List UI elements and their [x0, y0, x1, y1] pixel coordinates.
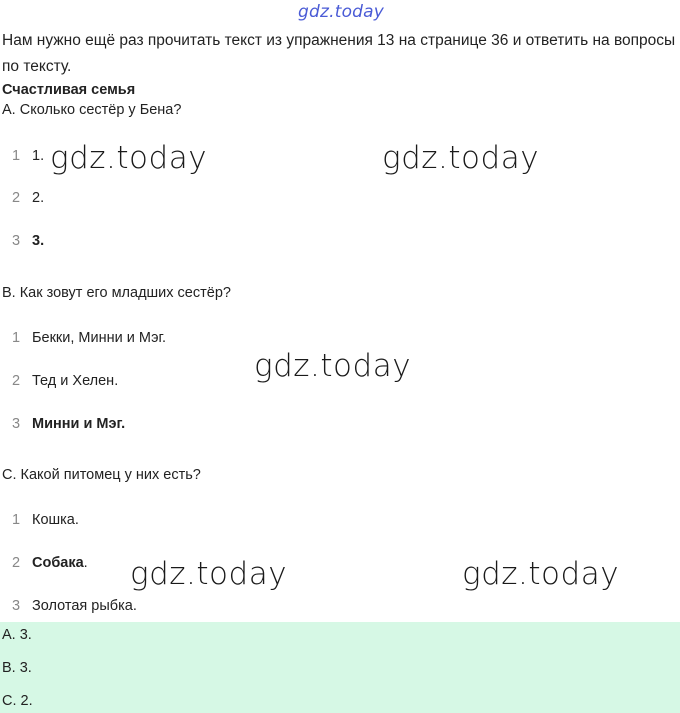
- option-number: 1: [12, 148, 21, 164]
- correct-option-text: [32, 555, 88, 571]
- correct-option-bold: Собака: [32, 555, 84, 571]
- option-text: Кошка.: [32, 512, 79, 528]
- option-number: 2: [12, 190, 21, 206]
- option-number: 2: [12, 555, 21, 571]
- watermark: gdz.today: [462, 556, 620, 592]
- option-text: 1.: [32, 148, 45, 164]
- answers-block: [0, 622, 680, 713]
- option-number: 3: [12, 416, 21, 432]
- option-text: 2.: [32, 190, 45, 206]
- option-number: 2: [12, 373, 21, 389]
- option-punctuation: .: [83, 555, 88, 571]
- option-number: 3: [12, 233, 21, 249]
- answer-a: A. 3.: [2, 627, 32, 643]
- task-instructions: Нам нужно ещё раз прочитать текст из упражнения 13 на странице 36 и ответить на вопросы по тексту.: [2, 32, 676, 75]
- option-number: 1: [12, 330, 21, 346]
- answer-c: C. 2.: [2, 693, 33, 709]
- watermark: gdz.today: [254, 348, 412, 384]
- option-text: Золотая рыбка.: [32, 598, 137, 614]
- correct-option-text: Минни и Мэг.: [32, 416, 126, 432]
- question-a: A. Сколько сестёр у Бена?: [2, 102, 182, 118]
- answer-b: B. 3.: [2, 660, 32, 676]
- option-number: 1: [12, 512, 21, 528]
- site-logo[interactable]: gdz.today: [298, 2, 385, 22]
- watermark: gdz.today: [382, 140, 540, 176]
- option-number: 3: [12, 598, 21, 614]
- watermark: gdz.today: [130, 556, 288, 592]
- watermark: gdz.today: [50, 140, 208, 176]
- text-title: Счастливая семья: [2, 82, 136, 98]
- correct-option-text: 3.: [32, 233, 45, 249]
- option-text: Бекки, Минни и Мэг.: [32, 330, 167, 346]
- question-c: C. Какой питомец у них есть?: [2, 467, 201, 483]
- option-text: Тед и Хелен.: [32, 373, 119, 389]
- question-b: B. Как зовут его младших сестёр?: [2, 285, 231, 301]
